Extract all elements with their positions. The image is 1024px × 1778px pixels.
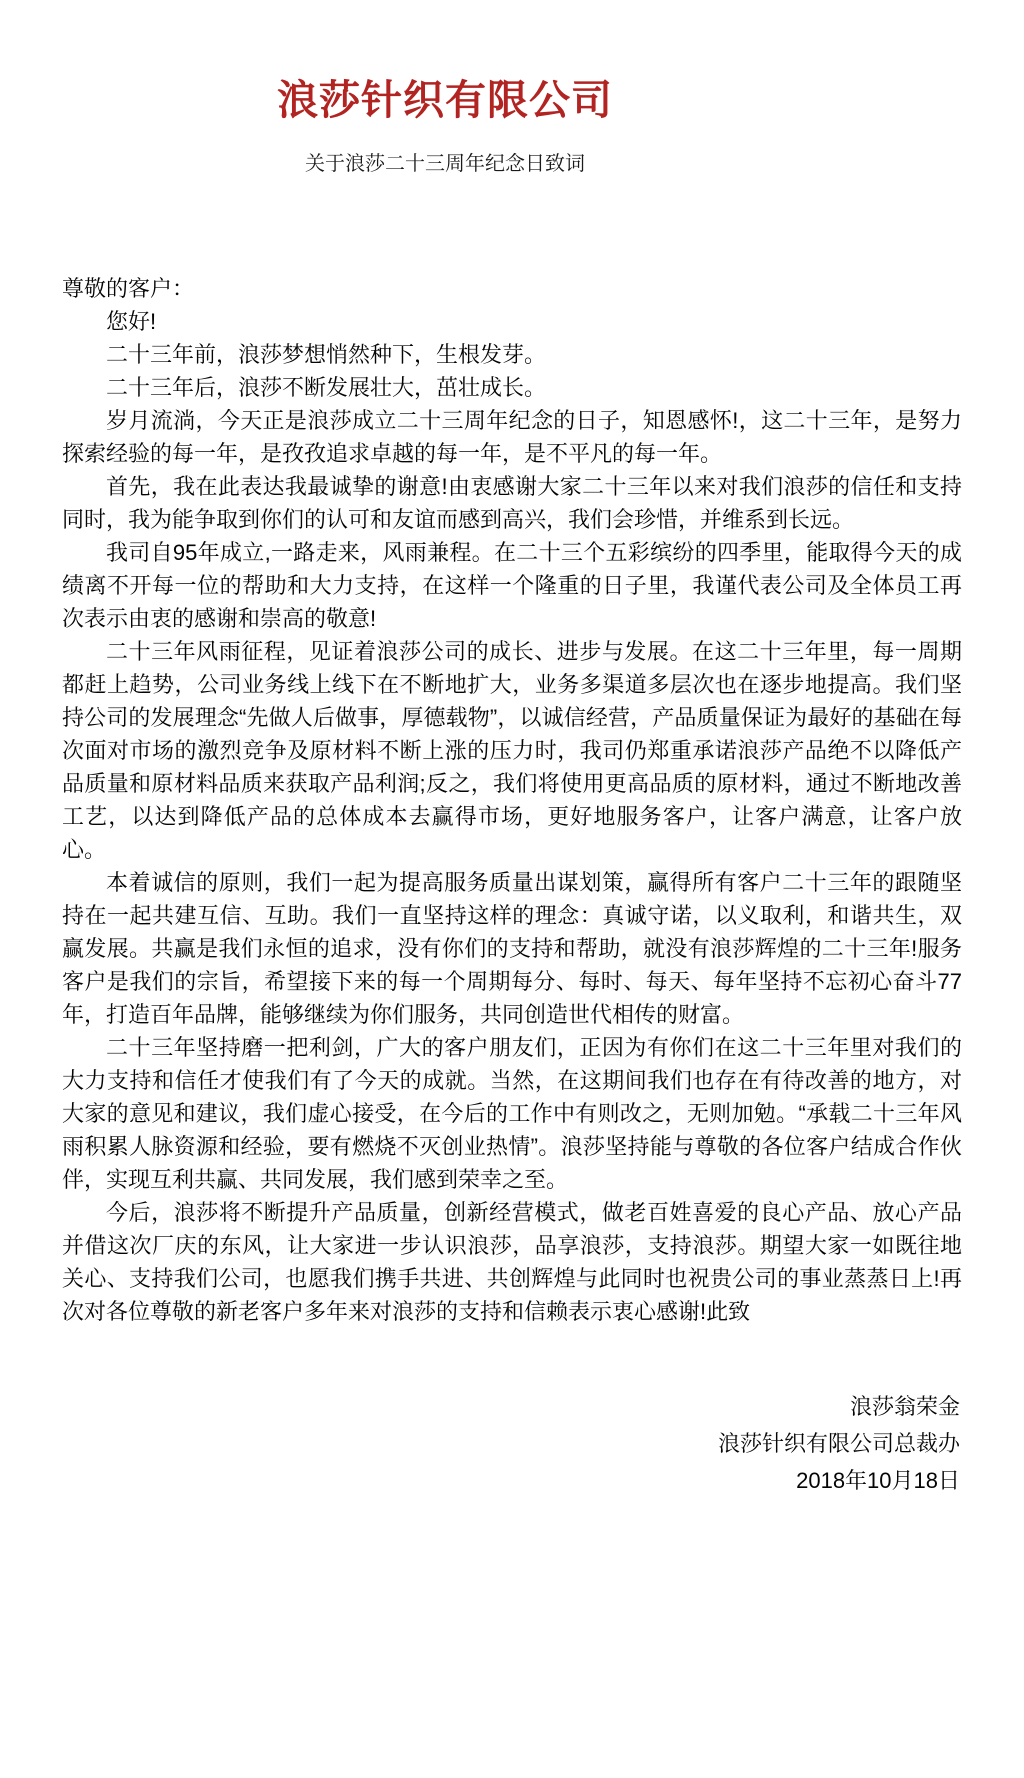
paragraph: 岁月流淌，今天正是浪莎成立二十三周年纪念的日子，知恩感怀!，这二十三年，是努力探索经验的每一年，是孜孜追求卓越的每一年，是不平凡的每一年。 bbox=[62, 408, 962, 466]
letter-body bbox=[0, 272, 1024, 1328]
paragraph: 二十三年风雨征程，见证着浪莎公司的成长、进步与发展。在这二十三年里，每一周期都赶上趋势，公司业务线上线下在不断地扩大，业务多渠道多层次也在逐步地提高。我们坚持公司的发展理念“先做人后做事，厚德载物”，以诚信经营，产品质量保证为最好的基础在每次面对市场的激烈竞争及原材料不断上涨的压力时，我司仍郑重承诺浪莎产品绝不以降低产品质量和原材料品质来获取产品利润;反之，我们将使用更高品质的原材料，通过不断地改善工艺，以达到降低产品的总体成本去赢得市场，更好地服务客户，让客户满意，让客户放心。 bbox=[62, 639, 962, 862]
signer-department: 浪莎针织有限公司总裁办 bbox=[717, 1431, 960, 1456]
paragraph: 本着诚信的原则，我们一起为提高服务质量出谋划策，赢得所有客户二十三年的跟随坚持在一起共建互信、互助。我们一直坚持这样的理念：真诚守诺，以义取利，和谐共生，双赢发展。共赢是我们永恒的追求，没有你们的支持和帮助，就没有浪莎辉煌的二十三年!服务客户是我们的宗旨，希望接下来的每一个周期每分、每时、每天、每年坚持不忘初心奋斗77年，打造百年品牌，能够继续为你们服务，共同创造世代相传的财富。 bbox=[62, 870, 962, 1027]
salutation: 尊敬的客户： bbox=[62, 276, 195, 301]
paragraph-list bbox=[62, 305, 962, 1328]
signer-name: 浪莎翁荣金 bbox=[849, 1394, 960, 1419]
signature-date: 2018年10月18日 bbox=[796, 1468, 960, 1493]
letter-subtitle: 关于浪莎二十三周年纪念日致词 bbox=[305, 153, 585, 175]
letter-header bbox=[0, 76, 1024, 176]
paragraph: 我司自95年成立,一路走来，风雨兼程。在二十三个五彩缤纷的四季里，能取得今天的成绩离不开每一位的帮助和大力支持，在这样一个隆重的日子里，我谨代表公司及全体员工再次表示由衷的感谢和崇高的敬意! bbox=[62, 540, 962, 631]
paragraph: 首先，我在此表达我最诚挚的谢意!由衷感谢大家二十三年以来对我们浪莎的信任和支持同时，我为能争取到你们的认可和友谊而感到高兴，我们会珍惜，并维系到长远。 bbox=[62, 474, 962, 532]
signature-block bbox=[0, 1388, 1024, 1499]
paragraph: 您好! bbox=[106, 309, 157, 334]
paragraph: 二十三年坚持磨一把利剑，广大的客户朋友们，正因为有你们在这二十三年里对我们的大力支持和信任才使我们有了今天的成就。当然，在这期间我们也存在有待改善的地方，对大家的意见和建议，我们虚心接受，在今后的工作中有则改之，无则加勉。“承载二十三年风雨积累人脉资源和经验，要有燃烧不灭创业热情”。浪莎坚持能与尊敬的各位客户结成合作伙伴，实现互利共赢、共同发展，我们感到荣幸之至。 bbox=[62, 1035, 962, 1192]
paragraph: 二十三年前，浪莎梦想悄然种下，生根发芽。 bbox=[106, 342, 547, 367]
company-title: 浪莎针织有限公司 bbox=[277, 77, 613, 123]
paragraph: 二十三年后，浪莎不断发展壮大，茁壮成长。 bbox=[106, 375, 547, 400]
paragraph: 今后，浪莎将不断提升产品质量，创新经营模式，做老百姓喜爱的良心产品、放心产品并借这次厂庆的东风，让大家进一步认识浪莎，品享浪莎，支持浪莎。期望大家一如既往地关心、支持我们公司，也愿我们携手共进、共创辉煌与此同时也祝贵公司的事业蒸蒸日上!再次对各位尊敬的新老客户多年来对浪莎的支持和信赖表示衷心感谢!此致 bbox=[62, 1200, 962, 1324]
